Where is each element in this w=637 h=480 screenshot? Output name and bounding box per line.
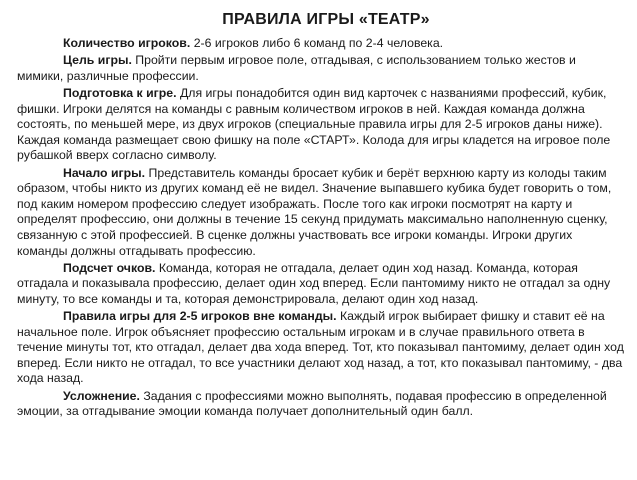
- section-text: Для игры понадобится один вид карточек с названиями профессий, кубик, фишки. Игроки делятся на команды с равным количеством игроков в ней. Каждая команда должна состоять, по меньшей мере, из двух игроков (специальные правила игры для 2-5 игроков даны ниже). Каждая команда размещает свою фишку на поле «СТАРТ». Колода для игры кладется на игровое поле рубашкой вверх согласно символу.: [17, 85, 611, 163]
- section-text: Каждый игрок выбирает фишку и ставит её на начальное поле. Игрок объясняет профессию остальным игрокам и в случае правильного ответа в течение минуты тот, кто отгадал, делает два хода вперед. Тот, кто показывал пантомиму, делает один ход вперед. Если никто не отгадал, то все участники делают ход назад, а тот, кто показывал пантомиму, - два хода назад.: [17, 309, 624, 386]
- section-text: Команда, которая не отгадала, делает один ход назад. Команда, которая отгадала и показывала профессию, делает один ход вперед. Если пантомиму никто не отгадал за одну минуту, то все команды и та, которая демонстрировала, делают один ход назад.: [17, 260, 611, 306]
- section-heading: Правила игры для 2-5 игроков вне команды.: [63, 309, 337, 324]
- section-scoring: [17, 261, 625, 308]
- section-complication: [17, 389, 625, 420]
- section-heading: Количество игроков.: [63, 36, 191, 50]
- section-heading: Подготовка к игре.: [63, 85, 177, 100]
- section-player-count: [17, 36, 625, 52]
- section-text: Задания с профессиями можно выполнять, подавая профессию в определенной эмоции, за отгадывание эмоции команда получает дополнительный один балл.: [17, 388, 607, 419]
- section-text: 2-6 игроков либо 6 команд по 2-4 человека.: [190, 36, 444, 50]
- section-preparation: [17, 86, 625, 164]
- section-heading: Усложнение.: [63, 388, 140, 403]
- section-text: Пройти первым игровое поле, отгадывая, с использованием только жестов и мимики, различные профессии.: [17, 53, 576, 83]
- section-heading: Цель игры.: [63, 53, 132, 68]
- section-heading: Начало игры.: [63, 165, 146, 180]
- section-game-start: [17, 166, 625, 260]
- section-individual-rules: [17, 309, 625, 387]
- section-heading: Подсчет очков.: [63, 260, 156, 275]
- section-text: Представитель команды бросает кубик и берёт верхнюю карту из колоды таким образом, чтобы никто из других команд её не видел. Значение выпавшего кубика будет говорить о том, под каким номером профессию следует изображать. После того как игроки посмотрят на карту и определят профессию, они должны в течение 15 секунд придумать максимально наполненную сценку, связанную с этой профессией. В сценке должны участвовать все игроки команды. Игроки других команды должны отгадывать профессию.: [17, 165, 612, 258]
- document-title: ПРАВИЛА ИГРЫ «ТЕАТР»: [222, 11, 430, 28]
- section-goal: [17, 53, 625, 84]
